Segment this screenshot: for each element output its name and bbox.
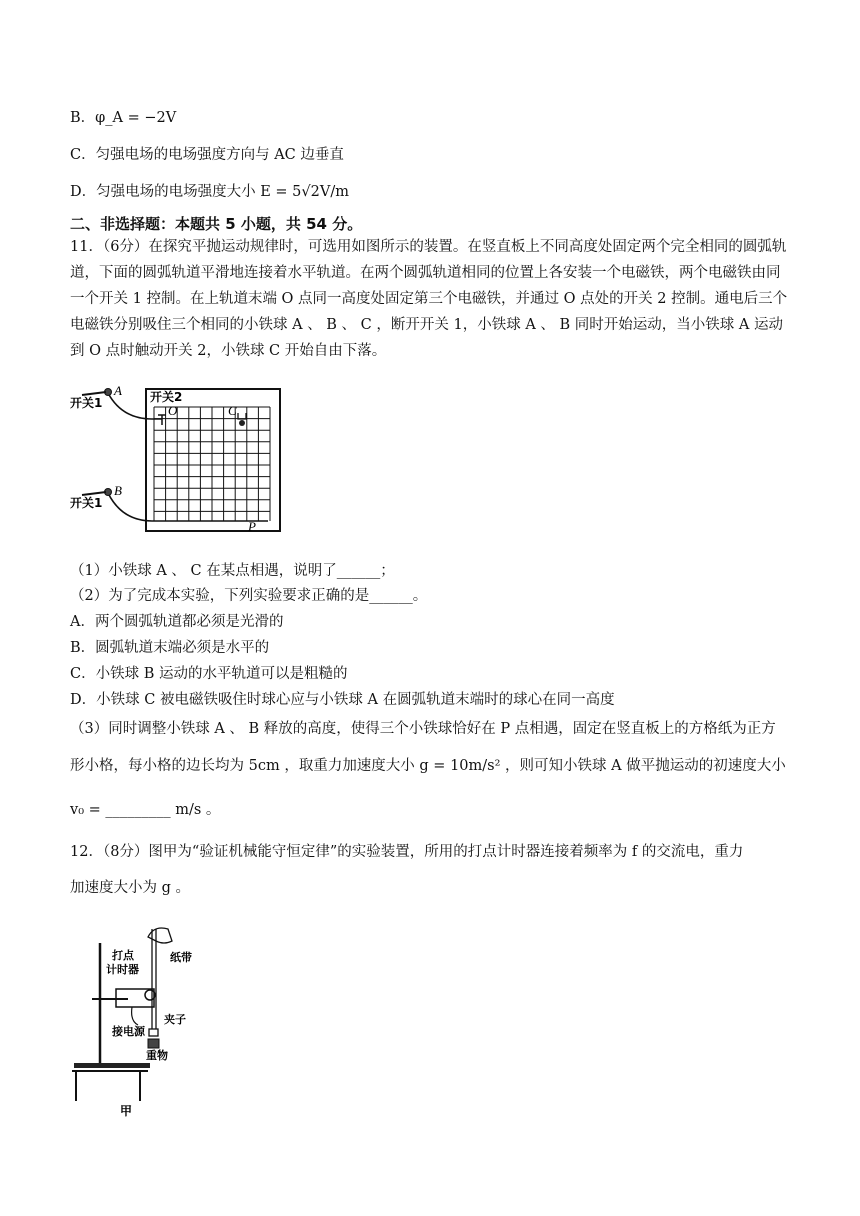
label-o: O bbox=[168, 403, 178, 418]
label-c: C bbox=[228, 403, 237, 418]
q11-part3-line2: 形小格，每小格的边长均为 5cm ，取重力加速度大小 g = 10m/s² ，则可知小铁球 A 做平抛运动的初速度大小 bbox=[70, 758, 786, 774]
q11-option-c: C．小铁球 B 运动的水平轨道可以是粗糙的 bbox=[70, 666, 348, 682]
label-b: B bbox=[114, 483, 122, 498]
section-heading: 二、非选择题：本题共 5 小题，共 54 分。 bbox=[70, 215, 363, 233]
switch1-bottom-label: 开关1 bbox=[70, 496, 103, 510]
switch2-label: 开关2 bbox=[150, 390, 183, 404]
stand-base bbox=[74, 1063, 150, 1068]
switch1-top-label: 开关1 bbox=[70, 396, 103, 410]
q11-option-d: D．小铁球 C 被电磁铁吸住时球心应与小铁球 A 在圆弧轨道末端时的球心在同一高度 bbox=[70, 692, 615, 708]
q11-stem: 11．（6分）在探究平抛运动规律时，可选用如图所示的装置。在竖直板上不同高度处固定两个完全相同的圆弧轨道，下面的圆弧轨道平滑地连接着水平轨道。在两个圆弧轨道相同的位置上各安装一个电磁铁，两个电磁铁由同一个开关 1 控制。在上轨道末端 O 点同一高度处固定第三个电磁铁，并通过 O 点处的开关 2 控制。通电后三个电磁铁分别吸住三个相同的小铁球 A 、 B 、 C ，断开开关 1，小铁球 A 、 B 同时开始运动，当小铁球 A 运动到 O 点时触动开关 2，小铁球 C 开始自由下落。 bbox=[70, 239, 788, 359]
q11-part3-line1: （3）同时调整小铁球 A 、 B 释放的高度，使得三个小铁球恰好在 P 点相遇，固定在竖直板上的方格纸为正方 bbox=[70, 721, 776, 737]
lower-arc-track bbox=[108, 493, 268, 521]
q11-part3-line3: v₀ = _________ m/s 。 bbox=[70, 802, 221, 818]
label-p: P bbox=[248, 519, 256, 534]
board bbox=[146, 389, 280, 531]
label-weight: 重物 bbox=[146, 1049, 168, 1062]
grid-paper bbox=[154, 407, 270, 521]
label-a: A bbox=[114, 385, 122, 398]
label-timer2: 计时器 bbox=[106, 963, 139, 976]
q11-option-b: B．圆弧轨道末端必须是水平的 bbox=[70, 640, 270, 656]
figure-caption: 甲 bbox=[120, 1104, 133, 1118]
q11-option-a: A．两个圆弧轨道都必须是光滑的 bbox=[70, 614, 284, 630]
option-c: C．匀强电场的电场强度方向与 AC 边垂直 bbox=[70, 147, 344, 163]
q11-apparatus-figure bbox=[70, 385, 290, 535]
option-b: B．φ_A = −2V bbox=[70, 110, 177, 126]
q11-part1: （1）小铁球 A 、 C 在某点相遇，说明了______； bbox=[70, 563, 395, 579]
ball-c bbox=[239, 420, 245, 426]
label-tape: 纸带 bbox=[170, 951, 192, 964]
q12-apparatus-figure bbox=[72, 925, 212, 1120]
q11-part2: （2）为了完成本实验，下列实验要求正确的是______。 bbox=[70, 588, 428, 604]
option-d: D．匀强电场的电场强度大小 E = 5√2V/m bbox=[70, 184, 349, 200]
q12-stem-line1: 12．（8分）图甲为“验证机械能守恒定律”的实验装置，所用的打点计时器连接着频率为 f 的交流电，重力 bbox=[70, 844, 744, 860]
clip bbox=[149, 1029, 158, 1036]
label-clip: 夹子 bbox=[164, 1013, 186, 1026]
label-timer1: 打点 bbox=[112, 949, 134, 962]
weight bbox=[148, 1039, 159, 1048]
q12-stem-line2: 加速度大小为 g 。 bbox=[70, 880, 190, 896]
label-power: 接电源 bbox=[112, 1025, 145, 1038]
